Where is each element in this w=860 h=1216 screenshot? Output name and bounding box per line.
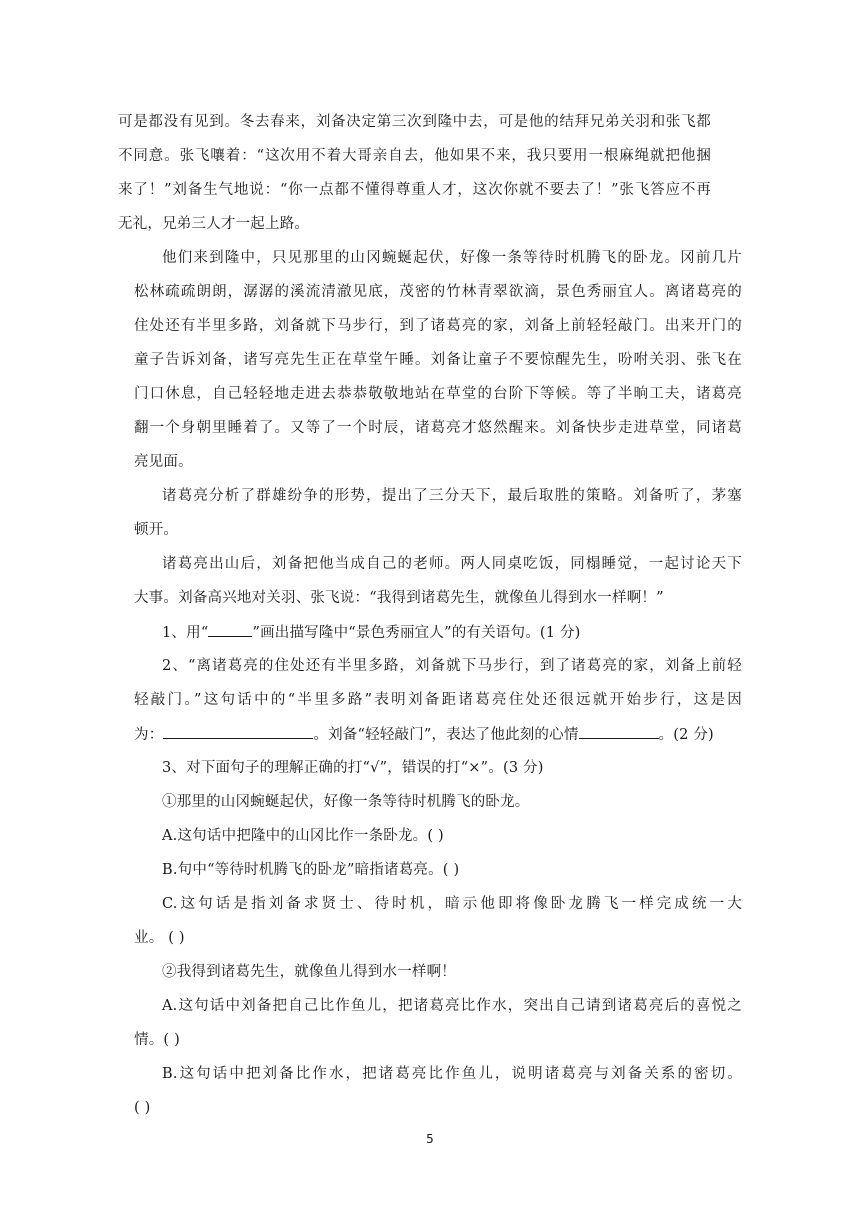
question-3-option[interactable]: ( ) bbox=[134, 1100, 151, 1116]
paragraph-line: 顿开。 bbox=[134, 522, 179, 538]
paragraph-line: 松林疏疏朗朗，潺潺的溪流清澈见底，茂密的竹林青翠欲滴，景色秀丽宜人。离诸葛亮的 bbox=[134, 284, 742, 300]
question-2-text: 为： bbox=[134, 727, 164, 743]
question-1 bbox=[162, 622, 581, 643]
question-1-text-end: ”画出描写隆中“景色秀丽宜人”的有关语句。(1 分) bbox=[252, 625, 581, 641]
question-3-option[interactable]: A.这句话中把隆中的山冈比作一条卧龙。( ) bbox=[162, 828, 444, 844]
paragraph-line: 诸葛亮出山后，刘备把他当成自己的老师。两人同桌吃饭，同榻睡觉，一起讨论天下 bbox=[162, 556, 742, 572]
paragraph-line: 翻一个身朝里睡着了。又等了一个时辰，诸葛亮才悠然醒来。刘备快步走进草堂，同诸葛 bbox=[134, 420, 742, 436]
paragraph-line: 诸葛亮分析了群雄纷争的形势，提出了三分天下，最后取胜的策略。刘备听了，茅塞 bbox=[162, 488, 742, 504]
paragraph-line: 住处还有半里多路，刘备就下马步行，到了诸葛亮的家，刘备上前轻轻敲门。出来开门的 bbox=[134, 318, 742, 334]
question-2-text: 。刘备“轻轻敲门”，表达了他此刻的心情 bbox=[313, 727, 579, 743]
question-2-text: 。(2 分) bbox=[658, 727, 714, 743]
paragraph-line: 大事。刘备高兴地对关羽、张飞说：“我得到诸葛先生，就像鱼儿得到水一样啊！” bbox=[134, 590, 664, 606]
paragraph-line: 不同意。张飞嚷着：“这次用不着大哥亲自去，他如果不来，我只要用一根麻绳就把他捆 bbox=[118, 148, 711, 164]
question-3-stem: 3、对下面句子的理解正确的打“√”，错误的打“×”。(3 分) bbox=[162, 760, 544, 776]
paragraph-line: 可是都没有见到。冬去春来，刘备决定第三次到隆中去，可是他的结拜兄弟关羽和张飞都 bbox=[118, 114, 711, 130]
question-3-option[interactable]: C.这句话是指刘备求贤士、待时机，暗示他即将像卧龙腾飞一样完成统一大 bbox=[162, 896, 742, 912]
question-3-option[interactable]: A.这句话中刘备把自己比作鱼儿，把诸葛亮比作水，突出自己请到诸葛亮后的喜悦之 bbox=[162, 998, 742, 1014]
paragraph-line: 来了！”刘备生气地说：“你一点都不懂得尊重人才，这次你就不要去了！”张飞答应不再 bbox=[118, 182, 711, 198]
question-3-option[interactable]: B.句中“等待时机腾飞的卧龙”暗指诸葛亮。( ) bbox=[162, 862, 460, 878]
answer-blank-reason[interactable] bbox=[163, 724, 313, 739]
question-3-option[interactable]: 情。( ) bbox=[134, 1032, 180, 1048]
paragraph-line: 门口休息，自己轻轻地走进去恭恭敬敬地站在草堂的台阶下等候。等了半晌工夫，诸葛亮 bbox=[134, 386, 742, 402]
question-2-line bbox=[134, 724, 714, 745]
paragraph-line: 童子告诉刘备，诸写亮先生正在草堂午睡。刘备让童子不要惊醒先生，吩咐关羽、张飞在 bbox=[134, 352, 742, 368]
page-number: 5 bbox=[426, 1132, 434, 1146]
paragraph-line: 无礼，兄弟三人才一起上路。 bbox=[118, 216, 310, 232]
question-2-line: 轻敲门。”这句话中的“半里多路”表明刘备距诸葛亮住处还很远就开始步行，这是因 bbox=[134, 692, 742, 708]
question-3-option[interactable]: B.这句话中把刘备比作水，把诸葛亮比作鱼儿，说明诸葛亮与刘备关系的密切。 bbox=[162, 1066, 742, 1082]
question-3-option[interactable]: 业。 ( ) bbox=[134, 930, 185, 946]
paragraph-line: 亮见面。 bbox=[134, 454, 193, 470]
question-3-sentence-2: ②我得到诸葛先生，就像鱼儿得到水一样啊！ bbox=[162, 964, 456, 980]
question-2-line: 2、“离诸葛亮的住处还有半里多路，刘备就下马步行，到了诸葛亮的家，刘备上前轻 bbox=[162, 658, 742, 674]
answer-blank[interactable] bbox=[208, 622, 252, 637]
paragraph-line: 他们来到隆中，只见那里的山冈蜿蜒起伏，好像一条等待时机腾飞的卧龙。冈前几片 bbox=[162, 250, 742, 266]
question-1-text-start: 1、用“ bbox=[162, 625, 209, 641]
question-3-sentence-1: ①那里的山冈蜿蜒起伏，好像一条等待时机腾飞的卧龙。 bbox=[162, 794, 530, 810]
answer-blank-mood[interactable] bbox=[579, 724, 659, 739]
